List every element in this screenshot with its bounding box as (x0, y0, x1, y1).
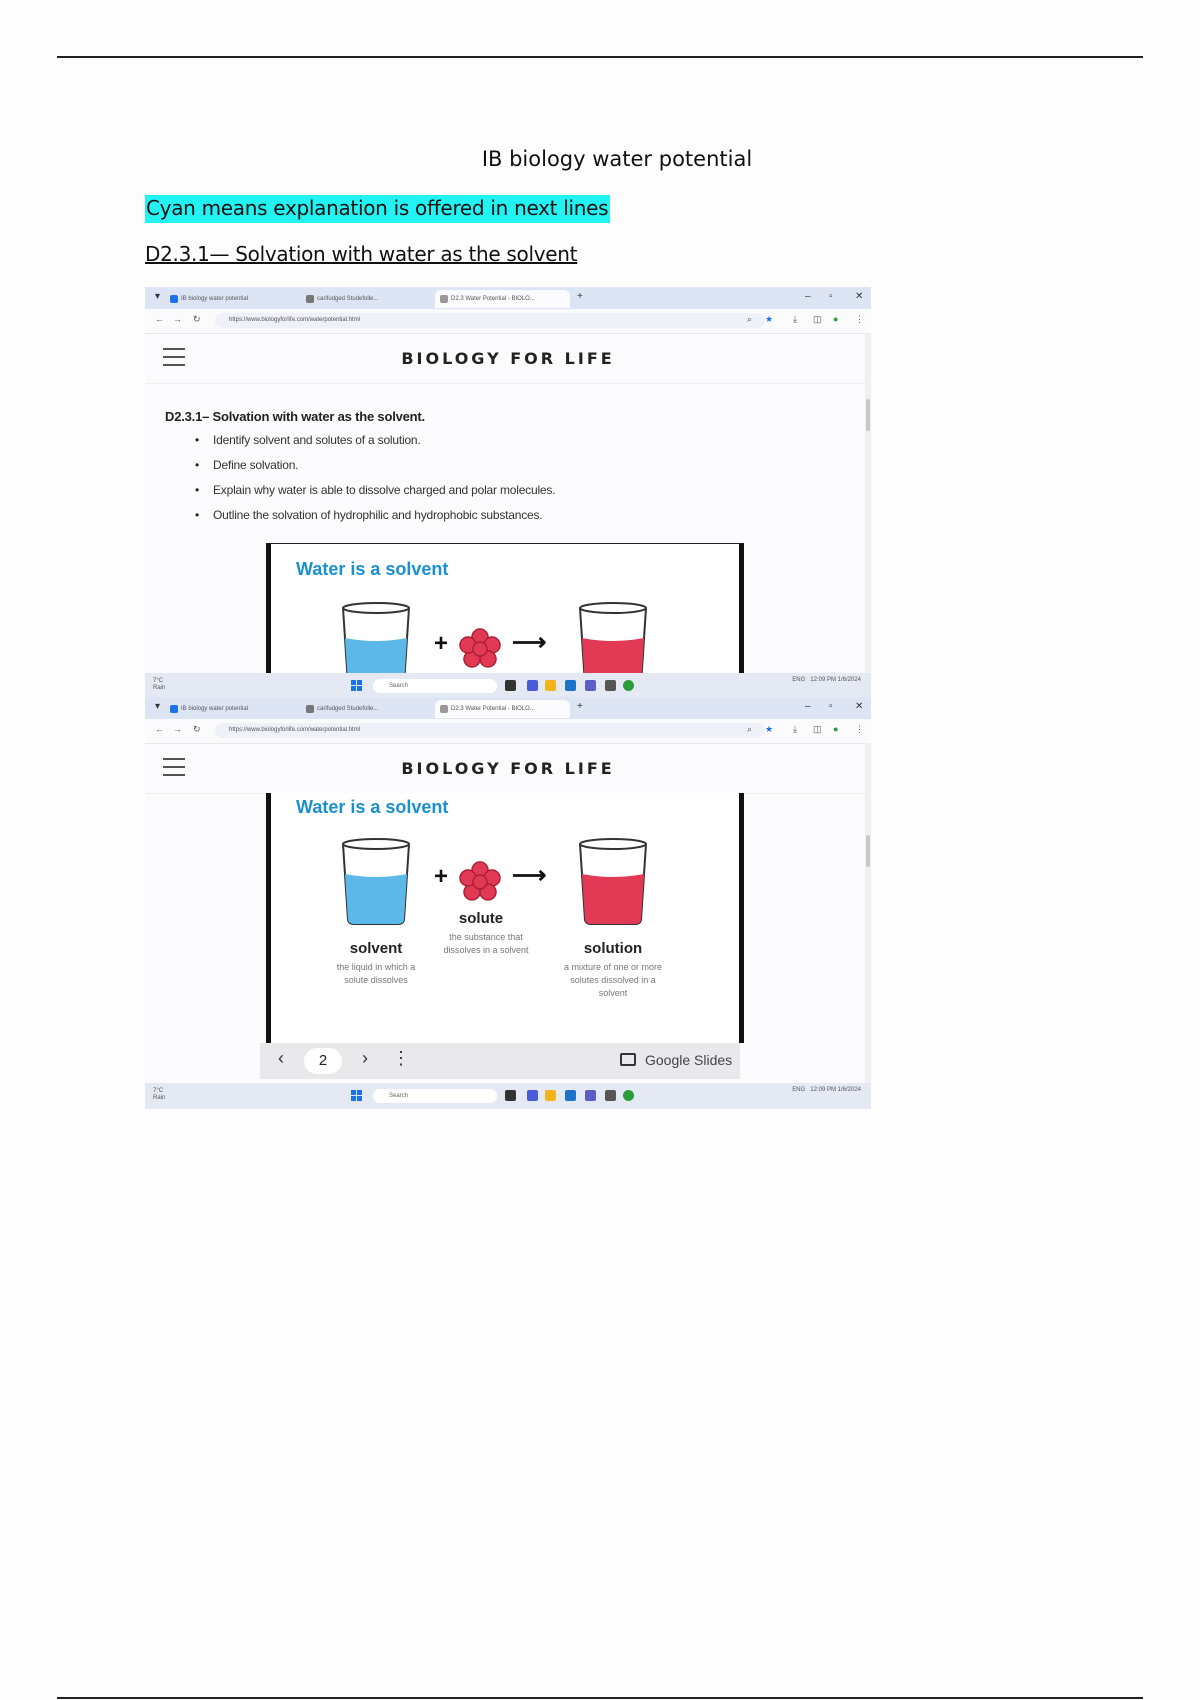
download-icon[interactable]: ⤓ (793, 314, 797, 324)
solution-beaker-icon (577, 834, 649, 926)
weather-widget[interactable]: 7°C Rain (153, 678, 166, 691)
outlook-icon[interactable] (565, 1090, 576, 1101)
weather-widget[interactable]: 7°C Rain (153, 1088, 166, 1101)
teams-icon[interactable] (585, 680, 596, 691)
site-header (145, 333, 871, 384)
taskbar-search[interactable]: Search (373, 1089, 497, 1103)
sidepanel-icon[interactable]: ◫ (813, 724, 822, 734)
arrow-right-icon: ⟶ (512, 862, 547, 889)
tab-studefolle[interactable]: carifudged Studefolle... (301, 700, 431, 718)
solution-beaker-icon (577, 598, 649, 674)
header-rule (57, 56, 1143, 58)
calculator-icon[interactable] (605, 680, 616, 691)
site-header (145, 743, 871, 794)
embedded-slide (266, 793, 744, 1043)
restore-icon[interactable]: ▫ (829, 291, 833, 302)
teams-icon[interactable] (585, 1090, 596, 1101)
browser-tabbar (145, 287, 871, 309)
taskbar-search[interactable]: Search (373, 679, 497, 693)
tab-studefolle[interactable]: carifudged Studefolle... (301, 290, 431, 308)
tab-biology-for-life[interactable]: D2.3 Water Potential - BIOLO... (435, 290, 570, 308)
new-tab-icon[interactable]: + (577, 291, 583, 302)
file-explorer-icon[interactable] (545, 1090, 556, 1101)
page-scrollbar[interactable] (865, 743, 871, 1083)
google-slides-icon (620, 1053, 636, 1066)
system-tray[interactable]: ENG 12:09 PM 1/6/2024 (792, 1087, 861, 1093)
zoom-icon[interactable]: ⌕ (747, 724, 753, 734)
solvent-beaker-icon (340, 598, 412, 674)
tab-biology-for-life[interactable]: D2.3 Water Potential - BIOLO... (435, 700, 570, 718)
solute-description: the substance that dissolves in a solvent (443, 932, 529, 955)
solute-flower-icon (458, 628, 502, 670)
screenshot-1 (145, 287, 871, 699)
tab-water-potential[interactable]: IB biology water potential (165, 700, 297, 718)
forward-icon[interactable]: → (173, 314, 182, 324)
windows-start-icon[interactable] (351, 1090, 363, 1102)
site-brand[interactable]: BIOLOGY FOR LIFE (401, 759, 615, 778)
site-brand[interactable]: BIOLOGY FOR LIFE (401, 349, 615, 368)
profile-icon[interactable]: ● (833, 314, 839, 324)
list-item: • Explain why water is able to dissolve charged and polar molecules. (195, 478, 555, 503)
menu-kebab-icon[interactable]: ⋮ (855, 314, 864, 324)
back-icon[interactable]: ← (155, 724, 164, 734)
solvent-beaker-icon (340, 834, 412, 926)
chrome-icon[interactable] (623, 680, 634, 691)
slides-controls (260, 1043, 740, 1079)
calculator-icon[interactable] (605, 1090, 616, 1101)
windows-taskbar (145, 1083, 871, 1109)
bookmark-star-icon[interactable]: ★ (765, 314, 774, 324)
list-item: • Define solvation. (195, 453, 555, 478)
slide-page-number[interactable]: 2 (304, 1048, 342, 1074)
slides-menu-icon[interactable]: ⋮ (392, 1048, 410, 1068)
cyan-note: Cyan means explanation is offered in next lines (145, 195, 610, 223)
file-explorer-icon[interactable] (545, 680, 556, 691)
footer-rule (57, 1697, 1143, 1699)
arrow-right-icon: ⟶ (512, 629, 547, 656)
prev-slide-icon[interactable]: ‹ (278, 1048, 284, 1068)
address-bar[interactable]: https://www.biologyforlife.com/waterpotential.html (215, 723, 765, 738)
app-icon[interactable] (527, 1090, 538, 1101)
solute-flower-icon (458, 861, 502, 903)
embedded-slide (266, 543, 744, 674)
windows-taskbar (145, 673, 871, 699)
address-row (145, 309, 871, 334)
google-slides-link[interactable]: Google Slides (645, 1052, 733, 1068)
solvent-label: solvent (349, 940, 403, 957)
solvent-description: the liquid in which a solute dissolves (336, 962, 416, 985)
app-icon[interactable] (527, 680, 538, 691)
next-slide-icon[interactable]: › (362, 1048, 368, 1068)
section-heading: D2.3.1— Solvation with water as the solvent (145, 242, 578, 266)
task-view-icon[interactable] (505, 1090, 516, 1101)
solution-description: a mixture of one or more solutes dissolved in a solvent (563, 962, 663, 998)
objective-title: D2.3.1– Solvation with water as the solvent. (165, 409, 425, 424)
zoom-icon[interactable]: ⌕ (747, 314, 753, 324)
forward-icon[interactable]: → (173, 724, 182, 734)
download-icon[interactable]: ⤓ (793, 724, 797, 734)
minimize-icon[interactable]: – (805, 291, 811, 302)
slide-title: Water is a solvent (296, 559, 449, 579)
solute-label: solute (458, 910, 504, 927)
profile-icon[interactable]: ● (833, 724, 839, 734)
address-row (145, 719, 871, 744)
reload-icon[interactable]: ↻ (193, 724, 201, 734)
address-bar[interactable]: https://www.biologyforlife.com/waterpotential.html (215, 313, 765, 328)
list-item: • Identify solvent and solutes of a solution. (195, 428, 555, 453)
back-icon[interactable]: ← (155, 314, 164, 324)
list-item: • Outline the solvation of hydrophilic and hydrophobic substances. (195, 503, 555, 528)
document-title: IB biology water potential (481, 147, 753, 171)
browser-tabbar (145, 697, 871, 719)
chrome-icon[interactable] (623, 1090, 634, 1101)
tab-list-icon[interactable]: ▾ (155, 701, 161, 712)
bookmark-star-icon[interactable]: ★ (765, 724, 774, 734)
plus-icon: + (434, 863, 449, 890)
close-icon[interactable]: ✕ (855, 701, 864, 712)
page-scrollbar[interactable] (865, 333, 871, 673)
menu-kebab-icon[interactable]: ⋮ (855, 724, 864, 734)
slide-title: Water is a solvent (296, 797, 449, 817)
reload-icon[interactable]: ↻ (193, 314, 201, 324)
windows-start-icon[interactable] (351, 680, 363, 692)
close-icon[interactable]: ✕ (855, 291, 864, 302)
solution-label: solution (583, 940, 643, 957)
task-view-icon[interactable] (505, 680, 516, 691)
outlook-icon[interactable] (565, 680, 576, 691)
sidepanel-icon[interactable]: ◫ (813, 314, 822, 324)
tab-list-icon[interactable]: ▾ (155, 291, 161, 302)
minimize-icon[interactable]: – (805, 701, 811, 712)
screenshot-2 (145, 697, 871, 1109)
plus-icon: + (434, 630, 449, 657)
system-tray[interactable]: ENG 12:09 PM 1/6/2024 (792, 677, 861, 683)
new-tab-icon[interactable]: + (577, 701, 583, 712)
tab-water-potential[interactable]: IB biology water potential (165, 290, 297, 308)
objective-list (195, 428, 555, 528)
restore-icon[interactable]: ▫ (829, 701, 833, 712)
